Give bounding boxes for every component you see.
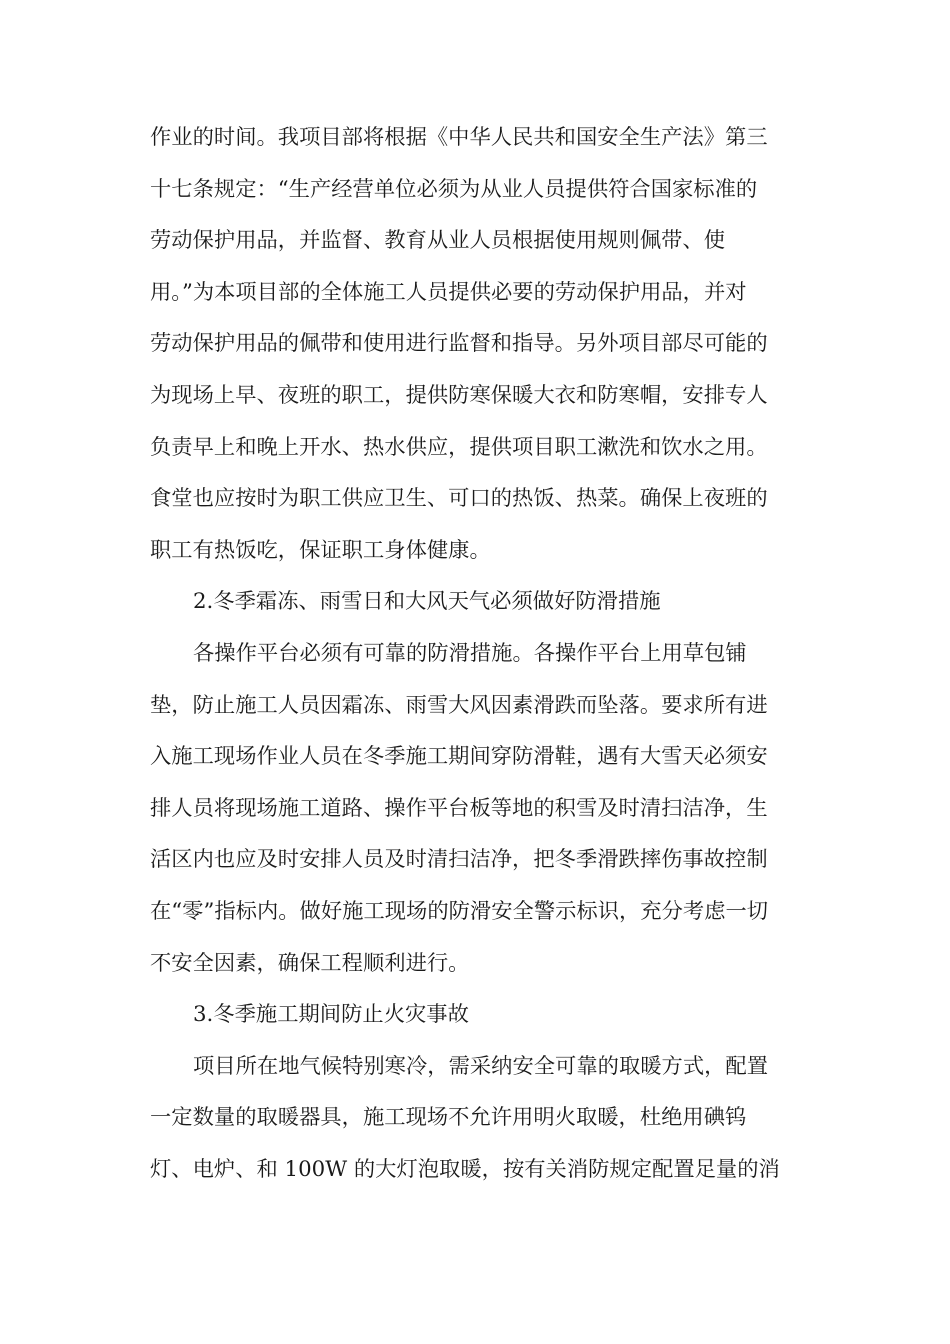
paragraph-line: 劳动保护用品，并监督、教育从业人员根据使用规则佩带、使 (150, 228, 726, 254)
paragraph-line: 在“零”指标内。做好施工现场的防滑安全警示标识，充分考虑一切 (150, 898, 769, 924)
paragraph-line: 活区内也应及时安排人员及时清扫洁净，把冬季滑跌摔伤事故控制 (150, 847, 768, 873)
paragraph-line: 作业的时间。我项目部将根据《中华人民共和国安全生产法》第三 (150, 125, 768, 150)
paragraph-line: 项目所在地气候特别寒冷，需采纳安全可靠的取暖方式，配置 (193, 1053, 769, 1079)
paragraph-line: 入施工现场作业人员在冬季施工期间穿防滑鞋，遇有大雪天必须安 (150, 744, 768, 770)
document-page (150, 112, 800, 1195)
paragraph-line: 劳动保护用品的佩带和使用进行监督和指导。另外项目部尽可能的 (150, 331, 768, 357)
paragraph-line: 十七条规定：“生产经营单位必须为从业人员提供符合国家标准的 (150, 176, 758, 202)
paragraph-line: 负责早上和晚上开水、热水供应，提供项目职工漱洗和饮水之用。 (150, 434, 768, 460)
paragraph-line: 垫，防止施工人员因霜冻、雨雪大风因素滑跌而坠落。要求所有进 (150, 692, 768, 718)
paragraph-line: 各操作平台必须有可靠的防滑措施。各操作平台上用草包铺 (193, 640, 747, 666)
section-heading: 3.冬季施工期间防止火灾事故 (193, 1002, 469, 1028)
paragraph-line: 一定数量的取暖器具，施工现场不允许用明火取暖，杜绝用碘钨 (150, 1105, 747, 1131)
paragraph-line: 不安全因素，确保工程顺利进行。 (150, 950, 470, 976)
paragraph-line: 用。”为本项目部的全体施工人员提供必要的劳动保护用品，并对 (150, 279, 747, 305)
paragraph-line: 灯、电炉、和 100W 的大灯泡取暖，按有关消防规定配置足量的消 (150, 1156, 780, 1182)
paragraph-line: 职工有热饭吃，保证职工身体健康。 (150, 537, 491, 563)
paragraph-line: 为现场上早、夜班的职工，提供防寒保暖大衣和防寒帽，安排专人 (150, 382, 768, 408)
paragraph-line: 食堂也应按时为职工供应卫生、可口的热饭、热菜。确保上夜班的 (150, 486, 768, 512)
paragraph-line: 排人员将现场施工道路、操作平台板等地的积雪及时清扫洁净，生 (150, 795, 768, 821)
section-heading: 2.冬季霜冻、雨雪日和大风天气必须做好防滑措施 (193, 589, 661, 615)
